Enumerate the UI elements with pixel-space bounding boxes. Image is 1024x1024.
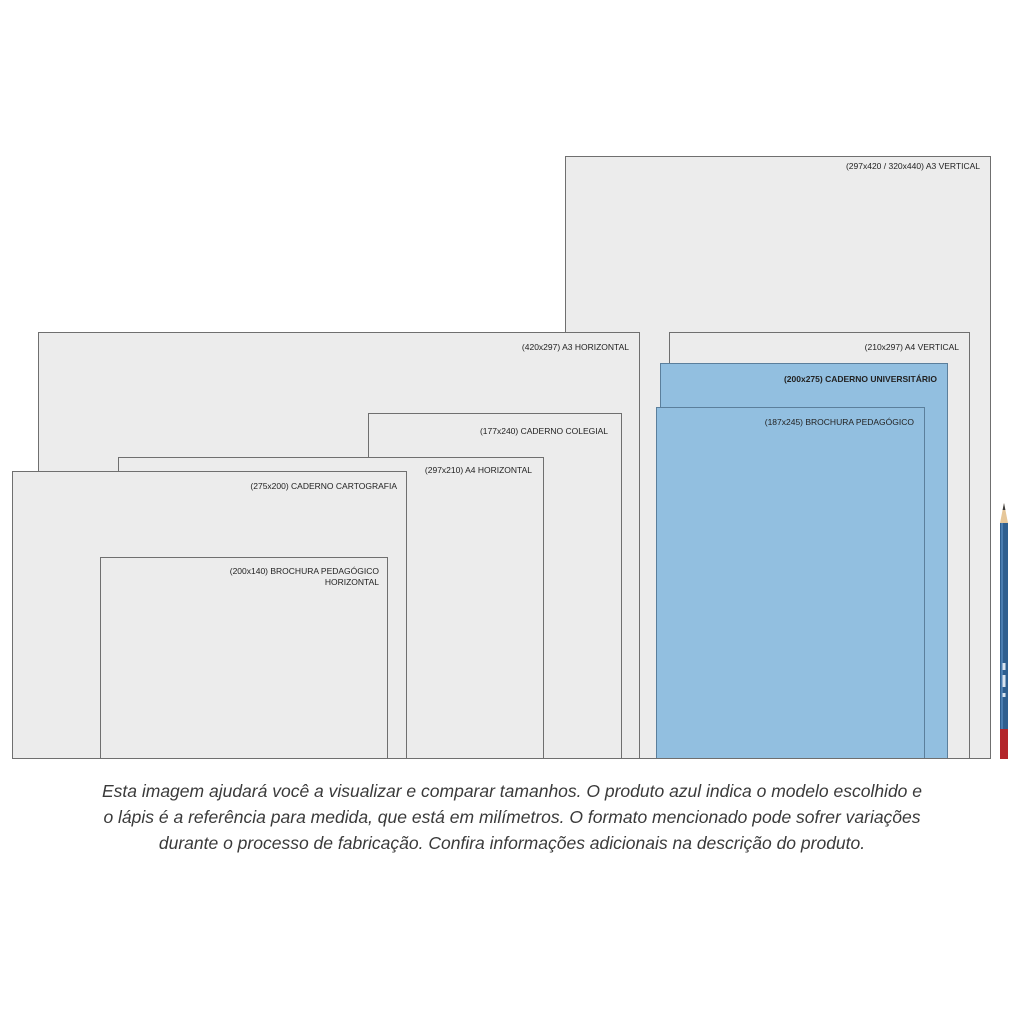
pencil-print-3 xyxy=(1003,693,1006,697)
sheet-brochura-pedagogico-horizontal xyxy=(100,557,388,759)
pencil-lead xyxy=(1003,503,1006,510)
sheet-label-line1: (210x297) A4 VERTICAL xyxy=(864,342,959,352)
sheet-caderno-cartografia-label xyxy=(250,481,397,492)
sheet-a3-horizontal-label xyxy=(522,342,629,353)
pencil-icon xyxy=(999,503,1009,759)
sheet-caderno-colegial-label xyxy=(480,426,608,437)
pencil-print-2 xyxy=(1003,675,1006,687)
pencil-print-1 xyxy=(1003,663,1006,670)
sheet-a3-vertical-label xyxy=(846,161,980,172)
pencil-end xyxy=(1000,729,1008,759)
sheet-a4-horizontal-label xyxy=(425,465,532,476)
baseline-divider xyxy=(12,758,991,759)
pencil-highlight xyxy=(1001,523,1003,729)
sheet-label-line1: (420x297) A3 HORIZONTAL xyxy=(521,342,629,352)
caption-line-3: durante o processo de fabricação. Confira informações adicionais na descrição do produto. xyxy=(158,833,866,853)
sheet-label-line1: (200x275) CADERNO UNIVERSITÁRIO xyxy=(783,374,937,384)
sheet-brochura-pedagogico-horizontal-label xyxy=(230,566,379,588)
caption-line-2: o lápis é a referência para medida, que está em milímetros. O formato mencionado pode sofrer variações xyxy=(103,807,921,827)
sheet-label-line2: HORIZONTAL xyxy=(324,577,379,587)
sheet-caderno-universitario-label xyxy=(784,374,937,385)
sheet-label-line1: (200x140) BROCHURA PEDAGÓGICO xyxy=(229,566,379,576)
sheet-label-line1: (297x210) A4 HORIZONTAL xyxy=(424,465,532,475)
sheet-brochura-pedagogico-label xyxy=(765,417,914,428)
sheet-a4-vertical-label xyxy=(865,342,959,353)
caption xyxy=(40,778,984,856)
sheet-label-line1: (187x245) BROCHURA PEDAGÓGICO xyxy=(764,417,914,427)
caption-line-1: Esta imagem ajudará você a visualizar e comparar tamanhos. O produto azul indica o modelo escolhido e xyxy=(101,781,923,801)
sheet-label-line1: (275x200) CADERNO CARTOGRAFIA xyxy=(250,481,397,491)
sheet-brochura-pedagogico xyxy=(656,407,925,759)
sheet-label-line1: (177x240) CADERNO COLEGIAL xyxy=(479,426,608,436)
sheet-label-line1: (297x420 / 320x440) A3 VERTICAL xyxy=(845,161,980,171)
